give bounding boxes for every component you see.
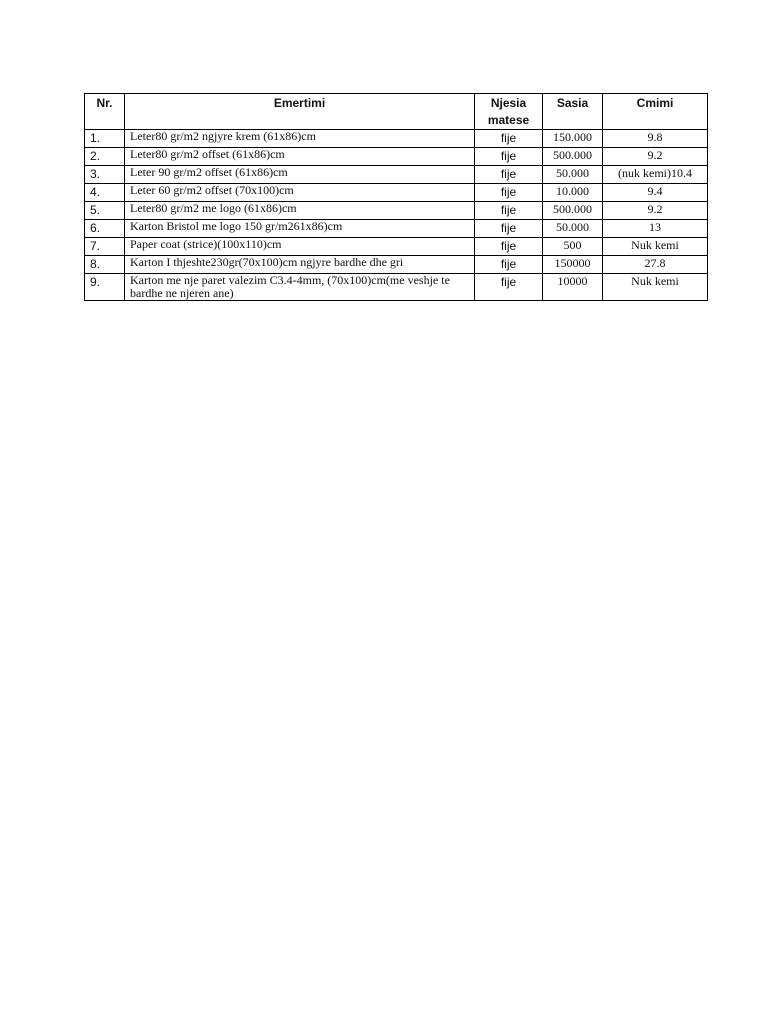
cell-emertimi: Paper coat (strice)(100x110)cm <box>125 238 475 256</box>
cell-njesia: fije <box>475 184 543 202</box>
cell-cmimi: 27.8 <box>603 256 708 274</box>
cell-nr: 7. <box>85 238 125 256</box>
table-row <box>85 130 708 148</box>
cell-sasia: 500.000 <box>543 202 603 220</box>
table-row <box>85 220 708 238</box>
cell-cmimi: 9.2 <box>603 148 708 166</box>
table-row <box>85 184 708 202</box>
cell-emertimi: Leter80 gr/m2 me logo (61x86)cm <box>125 202 475 220</box>
cell-njesia: fije <box>475 202 543 220</box>
cell-emertimi: Karton Bristol me logo 150 gr/m261x86)cm <box>125 220 475 238</box>
cell-nr: 4. <box>85 184 125 202</box>
table-header-row <box>85 94 708 130</box>
cell-sasia: 150000 <box>543 256 603 274</box>
cell-nr: 8. <box>85 256 125 274</box>
cell-cmimi: 9.2 <box>603 202 708 220</box>
cell-njesia: fije <box>475 256 543 274</box>
header-njesia: Njesia matese <box>475 94 543 130</box>
table-row <box>85 274 708 301</box>
cell-sasia: 500.000 <box>543 148 603 166</box>
cell-njesia: fije <box>475 148 543 166</box>
table-row <box>85 166 708 184</box>
cell-emertimi: Leter 90 gr/m2 offset (61x86)cm <box>125 166 475 184</box>
header-nr: Nr. <box>85 94 125 130</box>
cell-nr: 9. <box>85 274 125 301</box>
cell-njesia: fije <box>475 274 543 301</box>
header-emertimi: Emertimi <box>125 94 475 130</box>
cell-njesia: fije <box>475 220 543 238</box>
cell-sasia: 50.000 <box>543 166 603 184</box>
cell-njesia: fije <box>475 166 543 184</box>
cell-sasia: 500 <box>543 238 603 256</box>
cell-nr: 5. <box>85 202 125 220</box>
cell-emertimi: Leter80 gr/m2 offset (61x86)cm <box>125 148 475 166</box>
cell-cmimi: 13 <box>603 220 708 238</box>
table-row <box>85 256 708 274</box>
cell-emertimi: Leter 60 gr/m2 offset (70x100)cm <box>125 184 475 202</box>
cell-cmimi: Nuk kemi <box>603 274 708 301</box>
cell-cmimi: 9.8 <box>603 130 708 148</box>
table-row <box>85 202 708 220</box>
cell-sasia: 50.000 <box>543 220 603 238</box>
cell-emertimi: Karton I thjeshte230gr(70x100)cm ngjyre bardhe dhe gri <box>125 256 475 274</box>
cell-cmimi: Nuk kemi <box>603 238 708 256</box>
cell-nr: 3. <box>85 166 125 184</box>
table-row <box>85 238 708 256</box>
cell-nr: 1. <box>85 130 125 148</box>
cell-njesia: fije <box>475 130 543 148</box>
cell-emertimi: Leter80 gr/m2 ngjyre krem (61x86)cm <box>125 130 475 148</box>
header-cmimi: Cmimi <box>603 94 708 130</box>
cell-nr: 6. <box>85 220 125 238</box>
cell-sasia: 10000 <box>543 274 603 301</box>
price-table <box>84 93 708 301</box>
table-row <box>85 148 708 166</box>
header-sasia: Sasia <box>543 94 603 130</box>
cell-cmimi: (nuk kemi)10.4 <box>603 166 708 184</box>
cell-njesia: fije <box>475 238 543 256</box>
cell-cmimi: 9.4 <box>603 184 708 202</box>
cell-sasia: 150.000 <box>543 130 603 148</box>
cell-sasia: 10.000 <box>543 184 603 202</box>
cell-nr: 2. <box>85 148 125 166</box>
cell-emertimi: Karton me nje paret valezim C3.4-4mm, (70x100)cm(me veshje te bardhe ne njeren ane) <box>125 274 475 301</box>
